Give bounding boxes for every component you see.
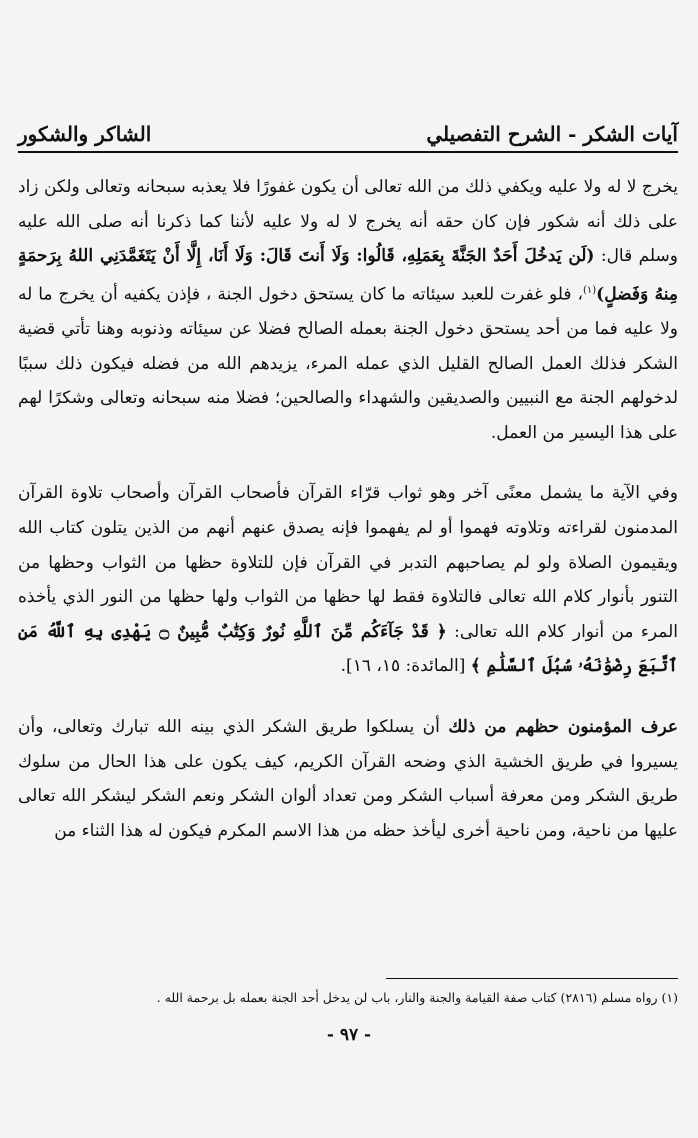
footnote: (١) رواه مسلم (٢٨١٦) كتاب صفة القيامة والجنة والنار، باب لن يدخل أحد الجنة بعمله بل برحمة الله . [156, 990, 678, 1005]
header-rule [18, 151, 678, 153]
p2-text-a: وفي الآية ما يشمل معنًى آخر وهو ثواب قرّاء القرآن فأصحاب القرآن وأصحاب تلاوة القرآن المدمنون لقراءته وتلاوته فهموا أو لم يفهموا فإنه يصدق عنهم أنهم من الذين يتلون كتاب الله ويقيمون الصلاة ولو لم يصاحبهم التدبر في القرآن فإن للتلاوة حظها من الثواب وحظها من التنور بأنوار كلام الله تعالى فالتلاوة فقط لها حظها من الثواب ولها حظها من النور الذي يأخذه المرء من أنوار كلام الله تعالى: [18, 483, 678, 642]
header-right-title: آيات الشكر - الشرح التفصيلي [426, 122, 678, 146]
paragraph-1 [18, 170, 678, 450]
hadith-quote: (لَن يَدخُلَ أَحَدٌ الجَنَّةَ بِعَمَلِهِ، قَالُوا: وَلَا أَنتَ قَالَ: وَلَا أَنَا، إِلَّا أَنْ يَتَغَمَّدَنِي اللهُ بِرَحمَةٍ مِنهُ وَفَضلٍ) [18, 246, 678, 305]
quran-verse: ﴿ قَدْ جَآءَكُم مِّنَ ٱللَّهِ نُورٌ وَكِتَٰبٌ مُّبِينٌ ۝ يَهْدِى بِهِ ٱللَّهُ مَنِ ٱتَّبَعَ رِضْوَٰنَهُۥ سُبُلَ ٱلسَّلَٰمِ ﴾ [18, 621, 678, 677]
verse-reference: [المائدة: ١٥، ١٦]. [340, 656, 471, 677]
header-left-title: الشاكر والشكور [18, 122, 152, 146]
page-number: - ٩٧ - [326, 1025, 372, 1045]
footnote-rule [386, 978, 678, 979]
footnote-marker: (١) [582, 284, 597, 296]
page-body [18, 170, 678, 848]
p1-text-a: يخرج لا له ولا عليه ويكفي ذلك من الله تعالى أن يكون غفورًا فلا يعذبه سبحانه وتعالى ولكن زاد على ذلك أنه شكور فإن كان حقه أنه يخرج لا له ولا عليه لأننا كما ذكرنا أنه صلى الله عليه وسلم قال: [18, 177, 678, 267]
p3-lead: عرف المؤمنون حظهم من ذلك [448, 716, 678, 737]
p3-text: أن يسلكوا طريق الشكر الذي بينه الله تبارك وتعالى، وأن يسيروا في طريق الخشية الذي وضحه القرآن الكريم، كيف يكون على هذا الحال من سلوك طريق الشكر ومن معرفة أسباب الشكر ومن تعداد ألوان الشكر ونعم الشكر ليشكر الله تعالى عليها من ناحية، ومن ناحية أخرى ليأخذ حظه من هذا الاسم المكرم فيكون له هذا الثناء من [18, 716, 678, 841]
paragraph-3 [18, 710, 678, 848]
p1-text-b: ، فلو غفرت للعبد سيئاته ما كان يستحق دخول الجنة ، فإذن يكفيه أن يخرج ما له ولا عليه فما من أحد يستحق دخول الجنة بعمله الصالح فضلا عن سيئاته وذنوبه وهنا تأتي قضية الشكر فذلك العمل الصالح القليل الذي عمله المرء، يزيدهم الله من فضله فيكون ذلك سببًا لدخولهم الجنة مع النبيين والصديقين والشهداء والصالحين؛ فضلا منه سبحانه وتعالى وشكرًا لهم على هذا اليسير من العمل. [18, 284, 678, 443]
running-header [18, 112, 678, 146]
paragraph-2 [18, 476, 678, 684]
